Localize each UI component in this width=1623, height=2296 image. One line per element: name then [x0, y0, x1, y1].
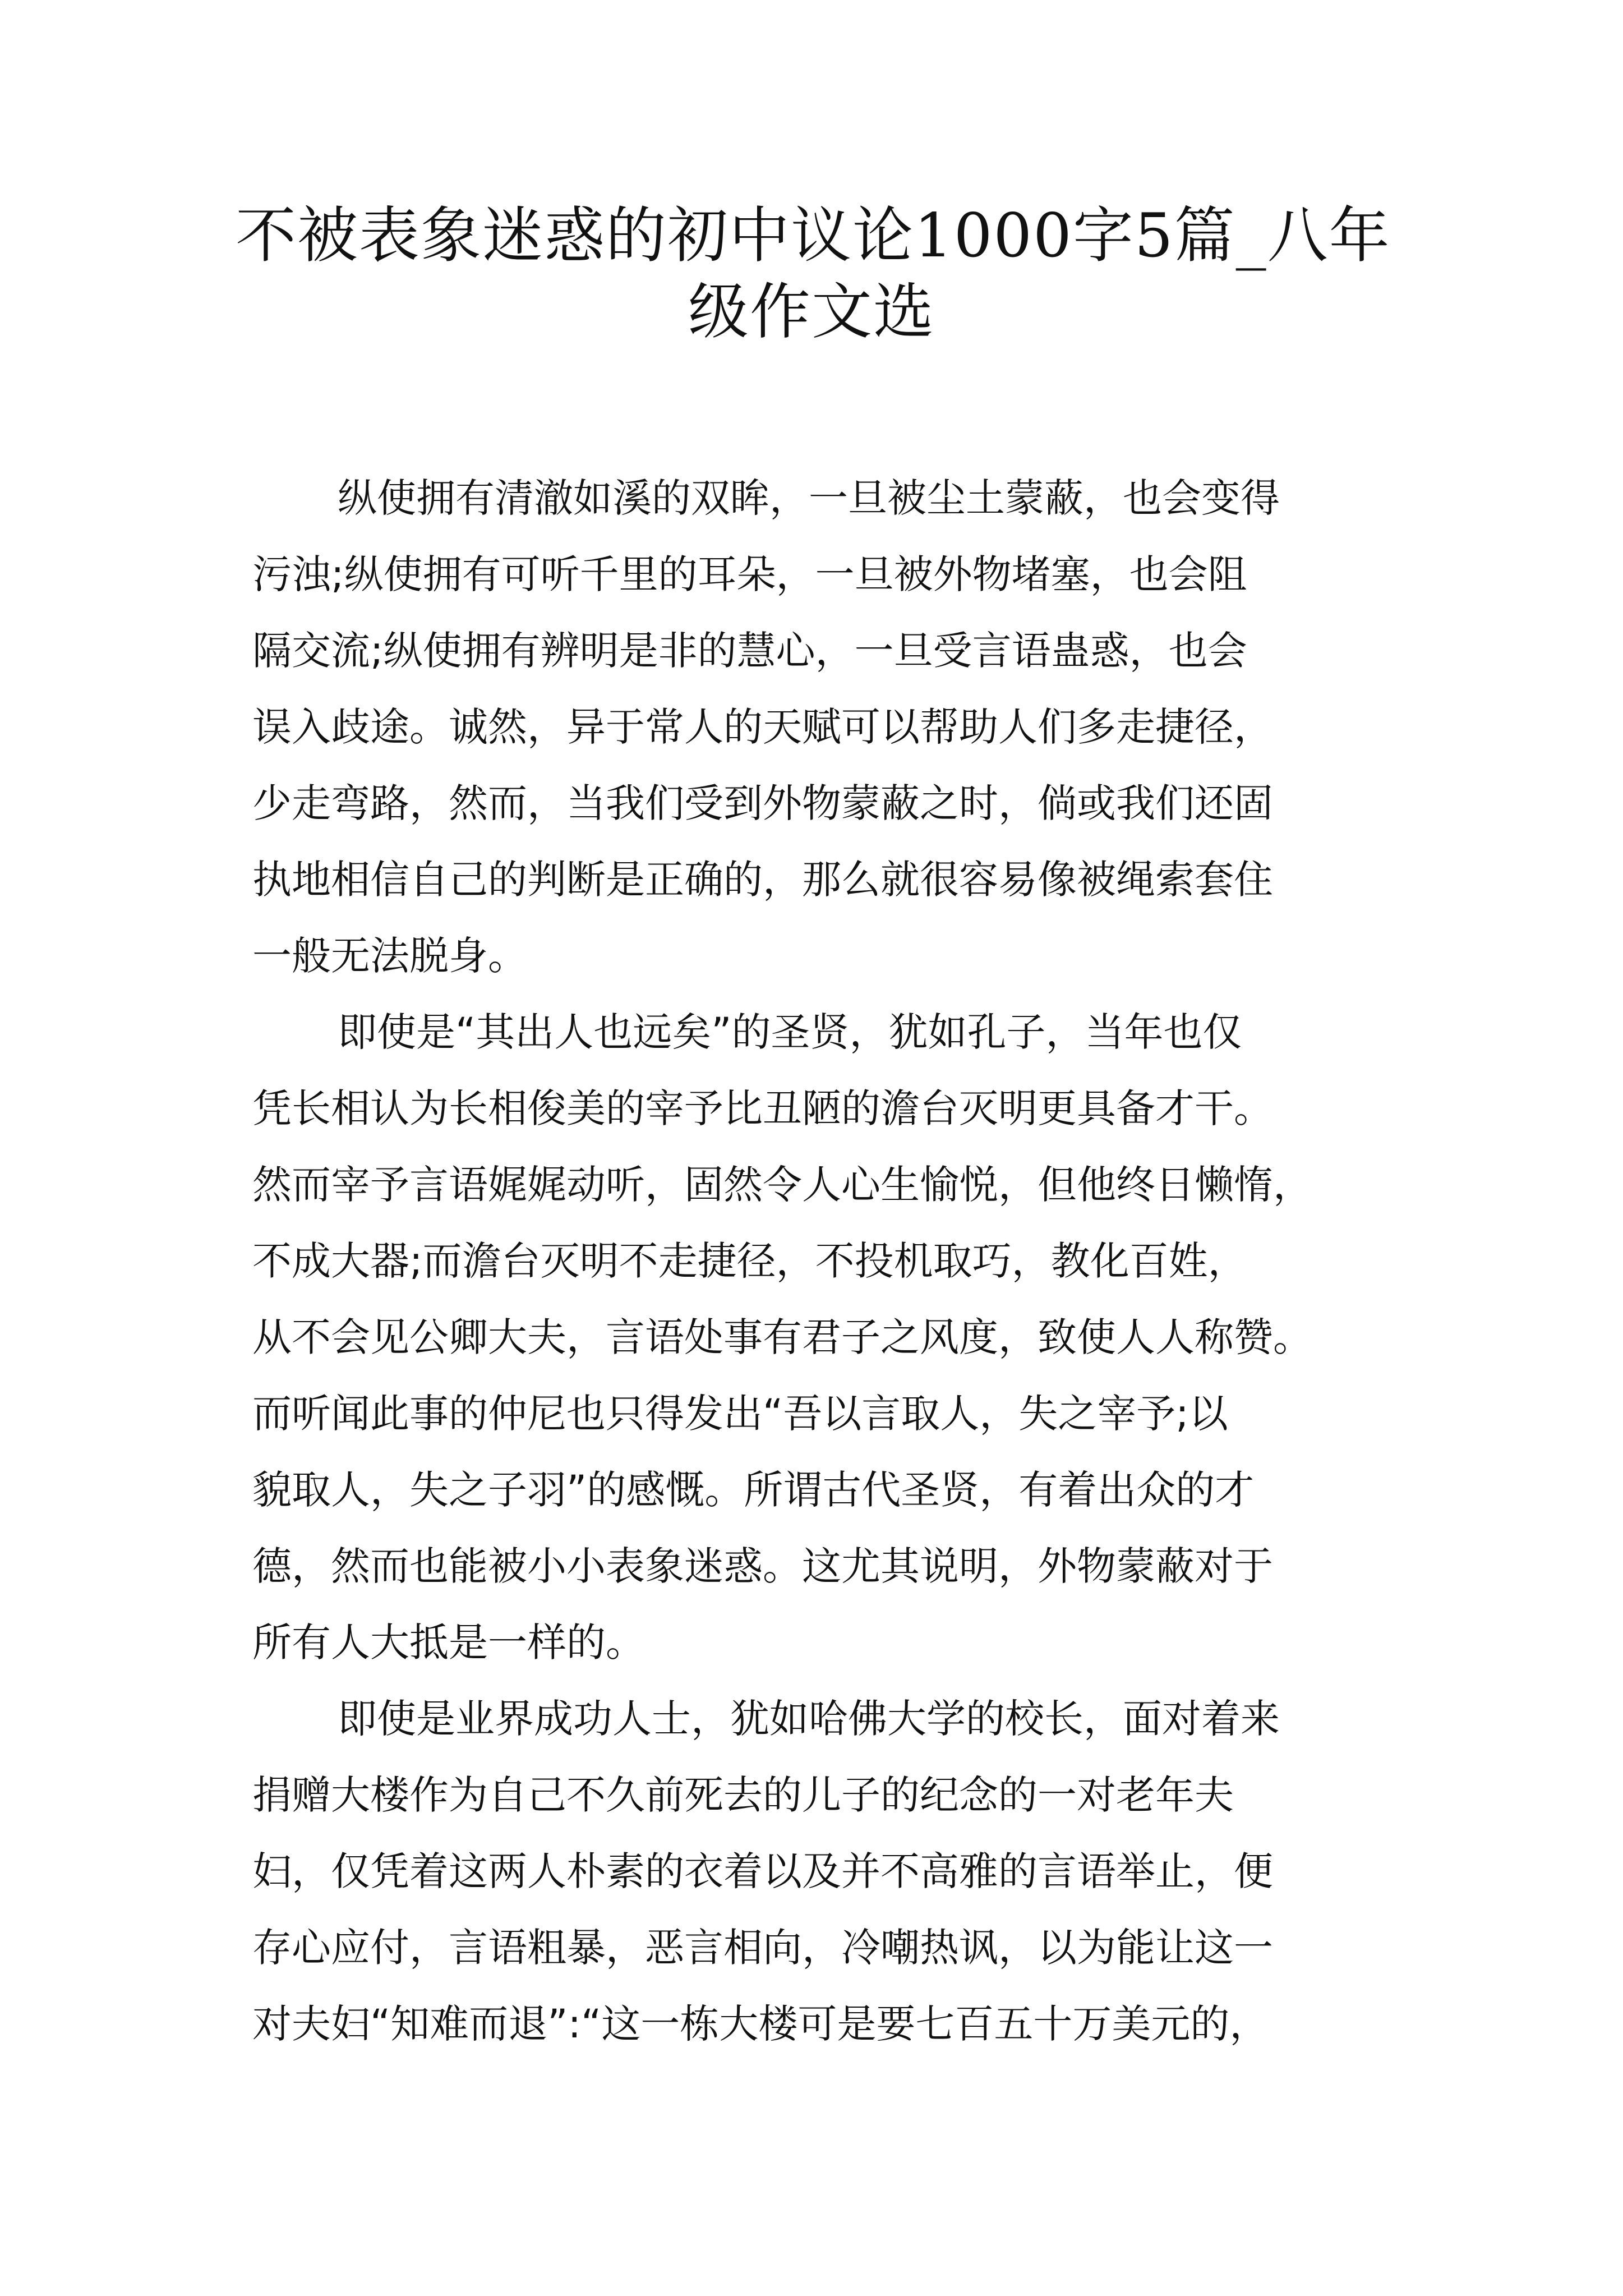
- paragraph: [252, 994, 1374, 1681]
- text-line: 捐赠大楼作为自己不久前死去的儿子的纪念的一对老年夫: [252, 1772, 1234, 1818]
- text-line: 然而宰予言语娓娓动听，固然令人心生愉悦，但他终日懒惰，: [252, 1162, 1312, 1208]
- text-line: 误入歧途。诚然，异于常人的天赋可以帮助人们多走捷径，: [252, 704, 1273, 750]
- text-line: 凭长相认为长相俊美的宰予比丑陋的澹台灭明更具备才干。: [252, 1085, 1273, 1131]
- text-line: 从不会见公卿大夫，言语处事有君子之风度，致使人人称赞。: [252, 1314, 1312, 1360]
- text-line: 即使是业界成功人士，犹如哈佛大学的校长，面对着来: [338, 1696, 1280, 1742]
- title-line: 不被表象迷惑的初中议论1000字5篇_八年: [236, 201, 1391, 271]
- text-line: 德，然而也能被小小表象迷惑。这尤其说明，外物蒙蔽对于: [252, 1543, 1273, 1589]
- text-line: 执地相信自己的判断是正确的，那么就很容易像被绳索套住: [252, 857, 1273, 903]
- paragraph: [252, 1681, 1374, 2062]
- text-line: 妇，仅凭着这两人朴素的衣着以及并不高雅的言语举止，便: [252, 1848, 1273, 1894]
- text-line: 污浊;纵使拥有可听千里的耳朵，一旦被外物堵塞，也会阻: [252, 551, 1247, 597]
- text-line: 对夫妇“知难而退”:“这一栋大楼可是要七百五十万美元的，: [252, 2001, 1269, 2047]
- document-title: [236, 194, 1391, 347]
- text-line: 隔交流;纵使拥有辨明是非的慧心，一旦受言语蛊惑，也会: [252, 628, 1247, 674]
- document-body: [252, 460, 1374, 2062]
- title-line: 级作文选: [688, 277, 935, 347]
- text-line: 一般无法脱身。: [252, 933, 527, 979]
- text-line: 而听闻此事的仲尼也只得发出“吾以言取人，失之宰予;以: [252, 1391, 1228, 1437]
- text-line: 即使是“其出人也远矣”的圣贤，犹如孔子，当年也仅: [338, 1009, 1242, 1055]
- text-line: 少走弯路，然而，当我们受到外物蒙蔽之时，倘或我们还固: [252, 780, 1273, 826]
- text-line: 貌取人，失之子羽”的感慨。所谓古代圣贤，有着出众的才: [252, 1467, 1255, 1513]
- text-line: 所有人大抵是一样的。: [252, 1619, 645, 1665]
- text-line: 不成大器;而澹台灭明不走捷径，不投机取巧，教化百姓，: [252, 1238, 1247, 1284]
- text-line: 存心应付，言语粗暴，恶言相向，冷嘲热讽，以为能让这一: [252, 1925, 1273, 1971]
- paragraph: [252, 460, 1374, 994]
- text-line: 纵使拥有清澈如溪的双眸，一旦被尘土蒙蔽，也会变得: [338, 475, 1280, 521]
